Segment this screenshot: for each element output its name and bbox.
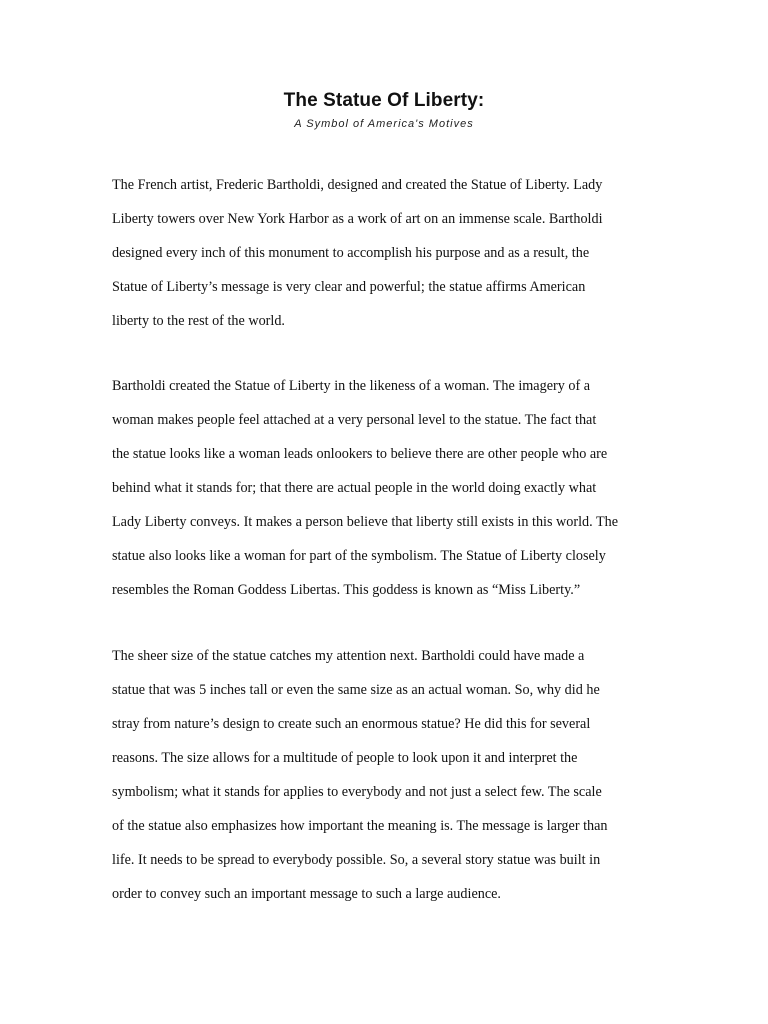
paragraph-line: The sheer size of the statue catches my attention next. Bartholdi could have made a <box>112 648 585 664</box>
paragraph-line: Bartholdi created the Statue of Liberty in the likeness of a woman. The imagery of a <box>112 378 591 394</box>
paragraph-line: Liberty towers over New York Harbor as a work of art on an immense scale. Bartholdi <box>112 211 603 227</box>
paragraph-line: life. It needs to be spread to everybody possible. So, a several story statue was built in <box>112 852 601 868</box>
paragraph-line: order to convey such an important message to such a large audience. <box>112 886 501 902</box>
paragraph-3 <box>112 639 648 911</box>
paragraph-line: behind what it stands for; that there are actual people in the world doing exactly what <box>112 480 597 496</box>
document-title: The Statue Of Liberty: <box>283 90 485 111</box>
paragraph-line: liberty to the rest of the world. <box>112 313 285 329</box>
paragraph-line: The French artist, Frederic Bartholdi, designed and created the Statue of Liberty. Lady <box>112 177 603 193</box>
paragraph-line: of the statue also emphasizes how important the meaning is. The message is larger than <box>112 818 608 834</box>
paragraph-line: statue that was 5 inches tall or even the same size as an actual woman. So, why did he <box>112 682 600 698</box>
paragraph-line: designed every inch of this monument to accomplish his purpose and as a result, the <box>112 245 590 261</box>
paragraph-2 <box>112 369 648 607</box>
paragraph-line: resembles the Roman Goddess Libertas. This goddess is known as “Miss Liberty.” <box>112 582 581 598</box>
paragraph-line: woman makes people feel attached at a very personal level to the statue. The fact that <box>112 412 597 428</box>
paragraph-1 <box>112 168 648 338</box>
paragraph-line: stray from nature’s design to create such an enormous statue? He did this for several <box>112 716 591 732</box>
paragraph-line: the statue looks like a woman leads onlookers to believe there are other people who are <box>112 446 608 462</box>
paragraph-line: symbolism; what it stands for applies to everybody and not just a select few. The scale <box>112 784 602 800</box>
paragraph-line: reasons. The size allows for a multitude of people to look upon it and interpret the <box>112 750 578 766</box>
paragraph-line: Statue of Liberty’s message is very clear and powerful; the statue affirms American <box>112 279 586 295</box>
paragraph-line: Lady Liberty conveys. It makes a person believe that liberty still exists in this world. The <box>112 514 619 530</box>
paragraph-line: statue also looks like a woman for part of the symbolism. The Statue of Liberty closely <box>112 548 606 564</box>
document-subtitle: A Symbol of America's Motives <box>294 118 474 130</box>
